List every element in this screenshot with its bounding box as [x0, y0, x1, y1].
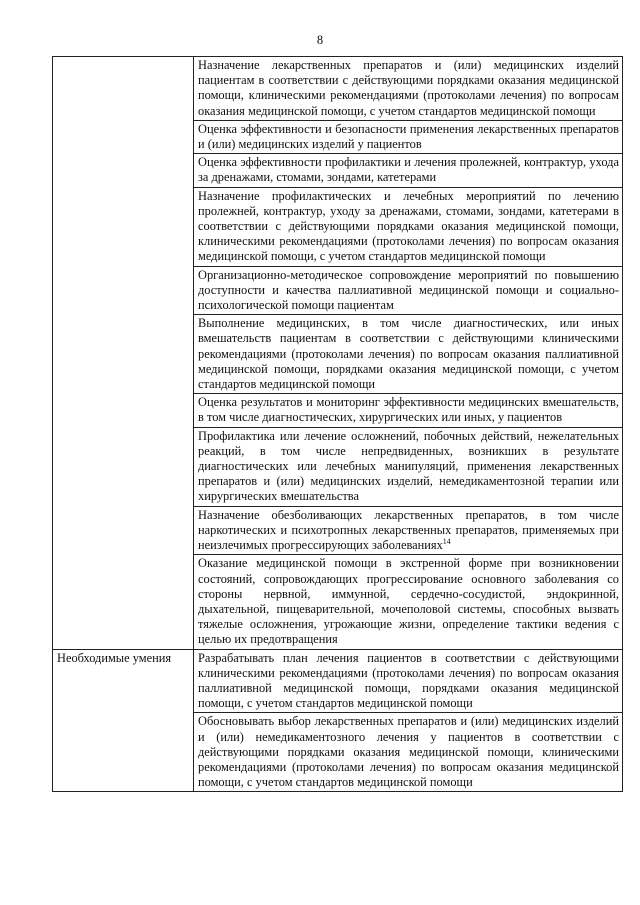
skill-cell: Обосновывать выбор лекарственных препаратов и (или) медицинских изделий и (или) немедикаментозного лечения у пациентов в соответствии с действующими порядками оказания медицинской помощи, клиническими рекомендациями (протоколами лечения) по вопросам оказания медицинской помощи, с учетом стандартов медицинской помощи — [194, 713, 623, 792]
labor-action-cell: Выполнение медицинских, в том числе диагностических, или иных вмешательств пациентам в соответствии с действующими клиническими рекомендациями (протоколами лечения) по вопросам оказания паллиативной медицинской помощи, порядками оказания медицинской помощи, с учетом стандартов медицинской помощи — [194, 315, 623, 394]
skill-cell: Разрабатывать план лечения пациентов в соответствии с действующими клиническими рекомендациями (протоколами лечения) по вопросам оказания паллиативной медицинской помощи, порядками оказания медицинской помощи, с учетом стандартов медицинской помощи — [194, 649, 623, 713]
footnote-marker: 14 — [442, 536, 451, 546]
labor-action-cell: Оценка эффективности и безопасности применения лекарственных препаратов и (или) медицинских изделий у пациентов — [194, 120, 623, 153]
table-row — [53, 649, 623, 713]
page-number: 8 — [316, 33, 324, 47]
table-row — [53, 57, 623, 121]
labor-action-cell: Организационно-методическое сопровождение мероприятий по повышению доступности и качества паллиативной медицинской помощи и социально-психологической помощи пациентам — [194, 266, 623, 315]
labor-action-cell: Оценка результатов и мониторинг эффективности медицинских вмешательств, в том числе диагностических, хирургических или иных, у пациентов — [194, 394, 623, 427]
labor-action-cell: Назначение профилактических и лечебных мероприятий по лечению пролежней, контрактур, уходу за дренажами, стомами, зондами, катетерами в соответствии с действующими порядками оказания медицинской помощи, клиническими рекомендациями (протоколами лечения) по вопросам оказания медицинской помощи, с учетом стандартов медицинской помощи — [194, 187, 623, 266]
competency-table — [52, 56, 623, 792]
cell-text: Назначение обезболивающих лекарственных препаратов, в том числе наркотических и психотропных лекарственных препаратов, применяемых при неизлечимых прогрессирующих заболеваниях — [198, 507, 619, 553]
labor-action-cell: Профилактика или лечение осложнений, побочных действий, нежелательных реакций, в том числе непредвиденных, возникших в результате диагностических или лечебных манипуляций, применения лекарственных препаратов и (или) медицинских изделий, немедикаментозной терапии или хирургических вмешательства — [194, 427, 623, 506]
labor-action-cell — [194, 506, 623, 555]
row-label-cell — [53, 57, 194, 650]
row-label-cell: Необходимые умения — [53, 649, 194, 792]
labor-action-cell: Назначение лекарственных препаратов и (или) медицинских изделий пациентам в соответствии с действующими порядками оказания медицинской помощи, клиническими рекомендациями (протоколами лечения) по вопросам оказания медицинской помощи, с учетом стандартов медицинской помощи — [194, 57, 623, 121]
labor-action-cell: Оказание медицинской помощи в экстренной форме при возникновении состояний, сопровождающих прогрессирование основного заболевания со стороны нервной, иммунной, сердечно-сосудистой, эндокринной, дыхательной, пищеварительной, мочеполовой системы, способных вызвать тяжелые осложнения, угрожающие жизни, определение тактики ведения с целью их предотвращения — [194, 555, 623, 649]
labor-action-cell: Оценка эффективности профилактики и лечения пролежней, контрактур, ухода за дренажами, стомами, зондами, катетерами — [194, 154, 623, 187]
